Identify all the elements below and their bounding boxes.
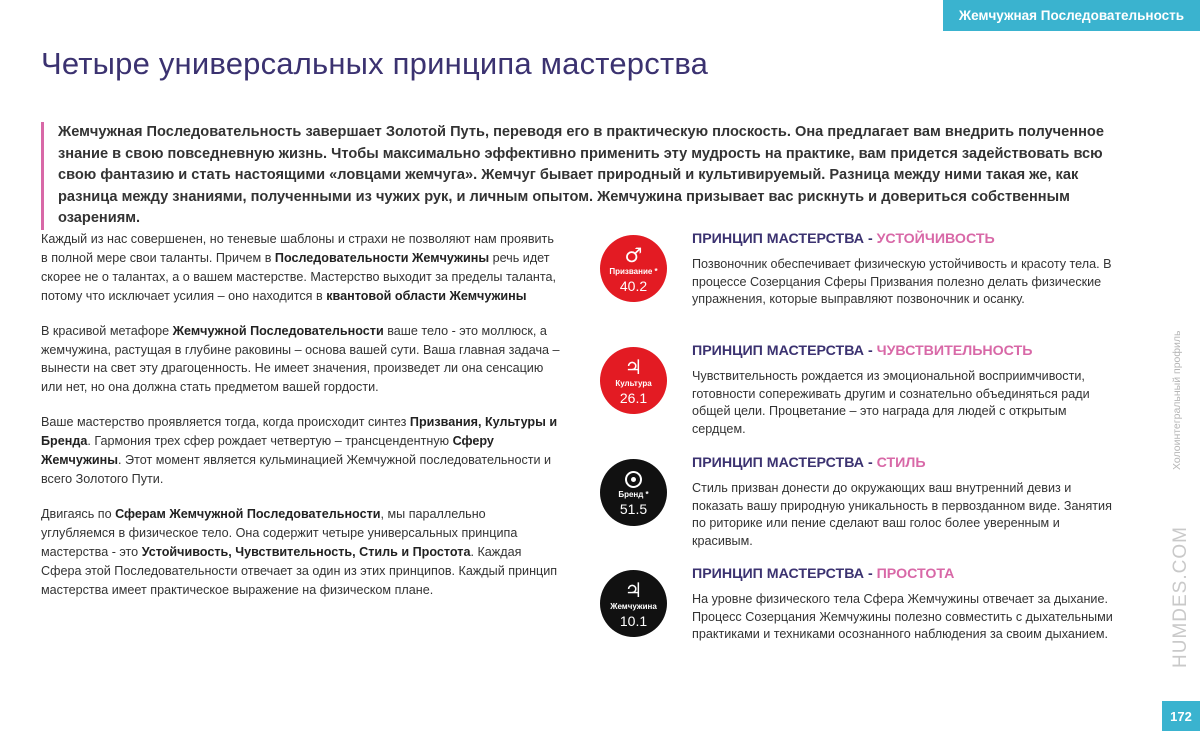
- bold-span: Жемчужной Последовательности: [172, 323, 384, 338]
- bold-span: Призвания, Культуры и Бренда: [41, 415, 558, 449]
- principle-sensitivity: [600, 343, 1130, 451]
- heading-text: ПРИНЦИП МАСТЕРСТВА: [692, 566, 864, 582]
- jupiter-icon: ♃: [624, 354, 643, 379]
- badge-value: 26.1: [619, 389, 648, 406]
- badge-brand: [600, 459, 667, 526]
- paragraph-3: [41, 413, 563, 489]
- text-span: речь идет скорее не о талантах, а о вашем мастерстве. Мастерство выходит за пределы таланта, потому что исключает усилия – оно находится в: [41, 250, 557, 303]
- principle-stability: [600, 231, 1130, 339]
- intro-text: Жемчужная Последовательность завершает Золотой Путь, переводя его в практическую плоскость. Она предлагает вам внедрить полученное знание в свою повседневную жизнь. Чтобы максимально эффективно применить эту мудрость на практике, вам придется задействовать всю свою фантазию и стать настоящими «ловцами жемчуга». Жемчуг бывает природный и культивируемый. Разница между ними такая же, как разница между знаниями, полученными из чужих рук, и личным опытом. Жемчужина призывает вас рискнуть и довериться собственным озарениям.: [58, 124, 1104, 226]
- text-span: Двигаясь по: [41, 506, 116, 521]
- badge-calling: [600, 235, 667, 302]
- heading-text: ПРИНЦИП МАСТЕРСТВА: [692, 455, 864, 471]
- jupiter-icon: ♃: [624, 577, 643, 602]
- paragraph-4: [41, 505, 563, 600]
- principle-text: Стиль призван донести до окружающих ваш внутренний девиз и показать вашу природную уникальность в первозданном виде. Занятия по риторике или пение сделают ваш голос более уверенным и красивым.: [692, 481, 1112, 548]
- heading-accent: ПРОСТОТА: [876, 566, 955, 582]
- principle-text: Позвоночник обеспечивает физическую устойчивость и красоту тела. В процессе Созерцания Сферы Призвания полезно делать физические упражнения, которые выправляют позвоночник и осанку.: [692, 257, 1112, 307]
- bold-span: Устойчивость, Чувствительность, Стиль и Простота: [141, 544, 471, 559]
- bold-span: Сферам Жемчужной Последовательности: [115, 506, 381, 521]
- text-span: Каждый из нас совершенен, но теневые шаблоны и страхи не позволяют нам проявить в полной мере свои таланты. Причем в: [41, 232, 554, 265]
- text-span: . Гармония трех сфер рождает четвертую – трансцендентную: [87, 434, 453, 449]
- text-span: ваше тело - это моллюск, а жемчужина, растущая в глубине раковины – основа вашей сути. Ваша главная задача – вынести на свет эту драгоценность. Не имеет значения, произведет ли она сенсацию или нет, но она должна стать предметом вашей гордости.: [41, 323, 560, 395]
- badge-name: Бренд *: [618, 490, 649, 499]
- principle-heading: [692, 231, 995, 247]
- badge-culture: [600, 347, 667, 414]
- brand-watermark: HUMDES.COM: [1170, 526, 1191, 668]
- heading-separator: -: [864, 566, 877, 582]
- heading-accent: ЧУВСТВИТЕЛЬНОСТЬ: [876, 343, 1033, 359]
- principle-text: На уровне физического тела Сфера Жемчужины отвечает за дыхание. Процесс Созерцания Жемчужины полезно совместить с дыхательными практиками и техниками осознанного наблюдения за своим дыханием.: [692, 592, 1113, 642]
- badge-pearl: [600, 570, 667, 637]
- principle-heading: [692, 343, 1032, 359]
- intro-quote: [41, 122, 1121, 230]
- heading-separator: -: [864, 231, 877, 247]
- principle-heading: [692, 455, 926, 471]
- principle-text: Чувствительность рождается из эмоциональной восприимчивости, готовности сопереживать другим и сознательно объединяться ради общей цели. Процветание – это награда для людей с открытым сердцем.: [692, 369, 1090, 436]
- paragraph-1: [41, 230, 563, 306]
- bold-span: Сферу Жемчужины: [41, 434, 494, 468]
- text-span: . Этот момент является кульминацией Жемчужной последовательности и всего Золотого Пути.: [41, 453, 552, 486]
- section-tag: Жемчужная Последовательность: [943, 0, 1200, 31]
- page-number: 172: [1162, 701, 1200, 731]
- page-title: Четыре универсальных принципа мастерства: [41, 46, 709, 81]
- principle-simplicity: [600, 566, 1130, 674]
- badge-name: Призвание *: [609, 266, 658, 276]
- badge-value: 51.5: [619, 501, 648, 517]
- bold-span: Последовательности Жемчужины: [274, 250, 490, 265]
- bold-span: квантовой области Жемчужины: [326, 288, 527, 303]
- side-label: Холоинтегральный профиль: [1171, 330, 1183, 470]
- heading-text: ПРИНЦИП МАСТЕРСТВА: [692, 343, 864, 359]
- text-span: В красивой метафоре: [41, 323, 173, 338]
- heading-separator: -: [864, 455, 877, 471]
- principle-style: [600, 455, 1130, 563]
- principle-heading: [692, 566, 954, 582]
- text-span: Ваше мастерство проявляется тогда, когда происходит синтез: [41, 415, 410, 430]
- heading-accent: СТИЛЬ: [876, 455, 926, 471]
- text-span: . Каждая Сфера этой Последовательности отвечает за один из этих принципов. Каждый принцип мастерства имеет практическое выражение на физическом плане.: [41, 544, 558, 597]
- badge-name: Жемчужина: [610, 601, 657, 611]
- badge-value: 40.2: [619, 277, 648, 294]
- text-span: , мы параллельно углубляемся в физическое тело. Она содержит четыре универсальных принципа мастерства - это: [41, 506, 518, 559]
- sun-icon: [625, 471, 642, 488]
- mars-icon: ♂: [624, 242, 643, 267]
- badge-value: 10.1: [619, 612, 648, 629]
- left-column: [41, 230, 563, 615]
- heading-text: ПРИНЦИП МАСТЕРСТВА: [692, 231, 864, 247]
- heading-accent: УСТОЙЧИВОСТЬ: [876, 231, 995, 247]
- paragraph-2: [41, 322, 563, 398]
- heading-separator: -: [864, 343, 877, 359]
- badge-name: Культура: [615, 378, 652, 388]
